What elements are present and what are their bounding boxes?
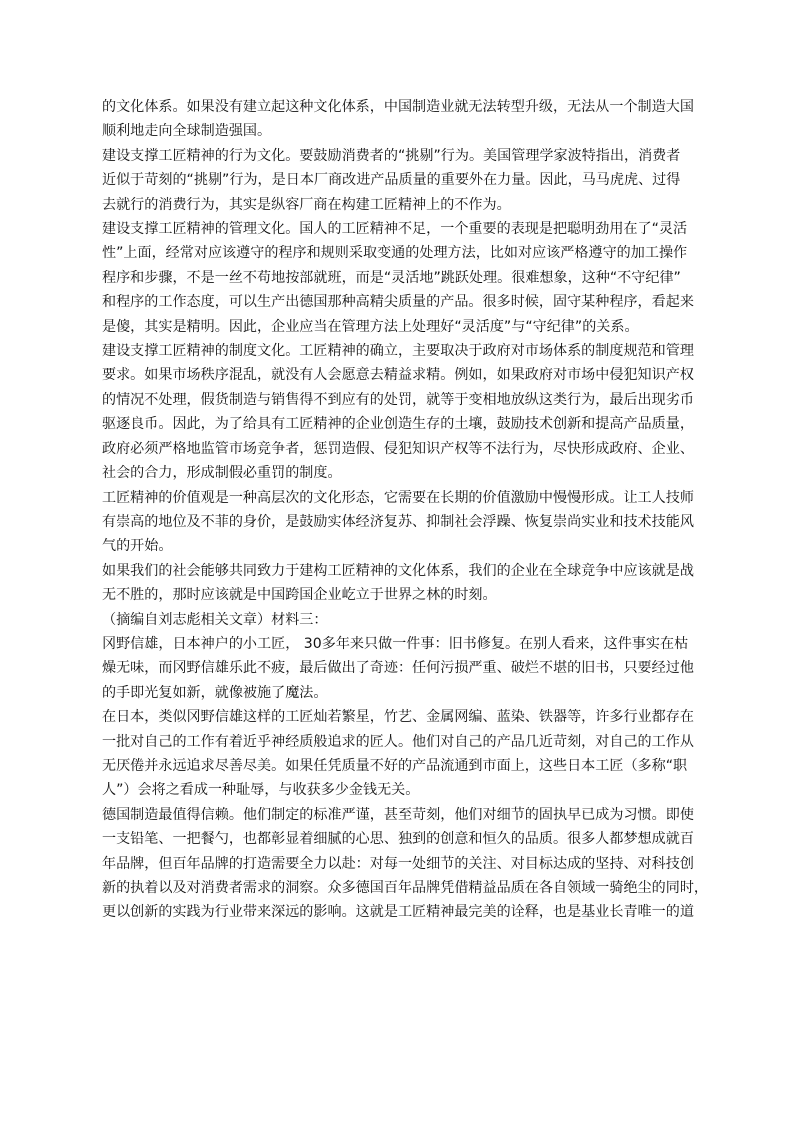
paragraph-5: 工匠精神的价值观是一种高层次的文化形态，它需要在长期的价值激励中慢慢形成。让工人技师 有崇高的地位及不菲的身价，是鼓励实体经济复苏、抑制社会浮躁、恢复崇尚实业和技术技能风 气的开始。 [102,489,694,555]
source-note: （摘编自刘志彪相关文章）材料三： [102,611,328,628]
paragraph-2: 建设支撑工匠精神的行为文化。要鼓励消费者的“挑剔”行为。美国管理学家波特指出，消费者 近似于苛刻的“挑剔”行为，是日本厂商改进产品质量的重要外在力量。因此，马马虎虎、过得 去就行的消费行为，其实是纵容厂商在构建工匠精神上的不作为。 [102,147,681,213]
paragraph-8: 冈野信雄，日本神户的小工匠， 30多年来只做一件事：旧书修复。在别人看来，这件事实在枯 燥无味，而冈野信雄乐此不疲，最后做出了奇迹：任何污损严重、破烂不堪的旧书，只要经过他 的手即光复如新，就像被施了魔法。 [102,635,694,701]
paragraph-10: 德国制造最值得信赖。他们制定的标准严谨，甚至苛刻，他们对细节的固执早已成为习惯。即使 一支铅笔、一把餐勺，也都彰显着细腻的心思、独到的创意和恒久的品质。很多人都梦想成就百 年品牌，但百年品牌的打造需要全力以赴：对每一处细节的关注、对目标达成的坚持、对科技创 新的执着以及对消费者需求的洞察。众多德国百年品牌凭借精益品质在各自领域一骑绝尘的同时， 更以创新的实践为行业带来深远的影响。这就是工匠精神最完美的诠释，也是基业长青唯一的道 [102,806,709,921]
paragraph-3: 建设支撑工匠精神的管理文化。国人的工匠精神不足，一个重要的表现是把聪明劲用在了“灵活 性”上面，经常对应该遵守的程序和规则采取变通的处理方法，比如对应该严格遵守的加工操作 程序和步骤，不是一丝不苟地按部就班，而是“灵活地”跳跃处理。很难想象，这种“不守纪律” 和程序的工作态度，可以生产出德国那种高精尖质量的产品。很多时候，固守某种程序，看起来 是傻，其实是精明。因此，企业应当在管理方法上处理好“灵活度”与“守纪律”的关系。 [102,221,694,335]
paragraph-4: 建设支撑工匠精神的制度文化。工匠精神的确立，主要取决于政府对市场体系的制度规范和管理 要求。如果市场秩序混乱，就没有人会愿意去精益求精。例如，如果政府对市场中侵犯知识产权 的情况不处理，假货制造与销售得不到应有的处罚，就等于变相地放纵这类行为，最后出现劣币 驱逐良币。因此，为了给具有工匠精神的企业创造生存的土壤，鼓励技术创新和提高产品质量， 政府必须严格地监管市场竞争者，惩罚造假、侵犯知识产权等不法行为，尽快形成政府、企业、 社会的合力，形成制假必重罚的制度。 [102,343,694,482]
paragraph-1: 的文化体系。如果没有建立起这种文化体系，中国制造业就无法转型升级，无法从一个制造大国 顺利地走向全球制造强国。 [102,99,694,140]
paragraph-9: 在日本，类似冈野信雄这样的工匠灿若繁星，竹艺、金属网编、蓝染、铁器等，许多行业都存在 一批对自己的工作有着近乎神经质般追求的匠人。他们对自己的产品几近苛刻，对自己的工作从 无厌倦并永远追求尽善尽美。如果任凭质量不好的产品流通到市面上，这些日本工匠（多称“职 人”）会将之看成一种耻辱，与收获多少金钱无关。 [102,709,694,799]
document-page [102,95,714,925]
paragraph-6: 如果我们的社会能够共同致力于建构工匠精神的文化体系，我们的企业在全球竞争中应该就是战 无不胜的，那时应该就是中国跨国企业屹立于世界之林的时刻。 [102,562,694,604]
